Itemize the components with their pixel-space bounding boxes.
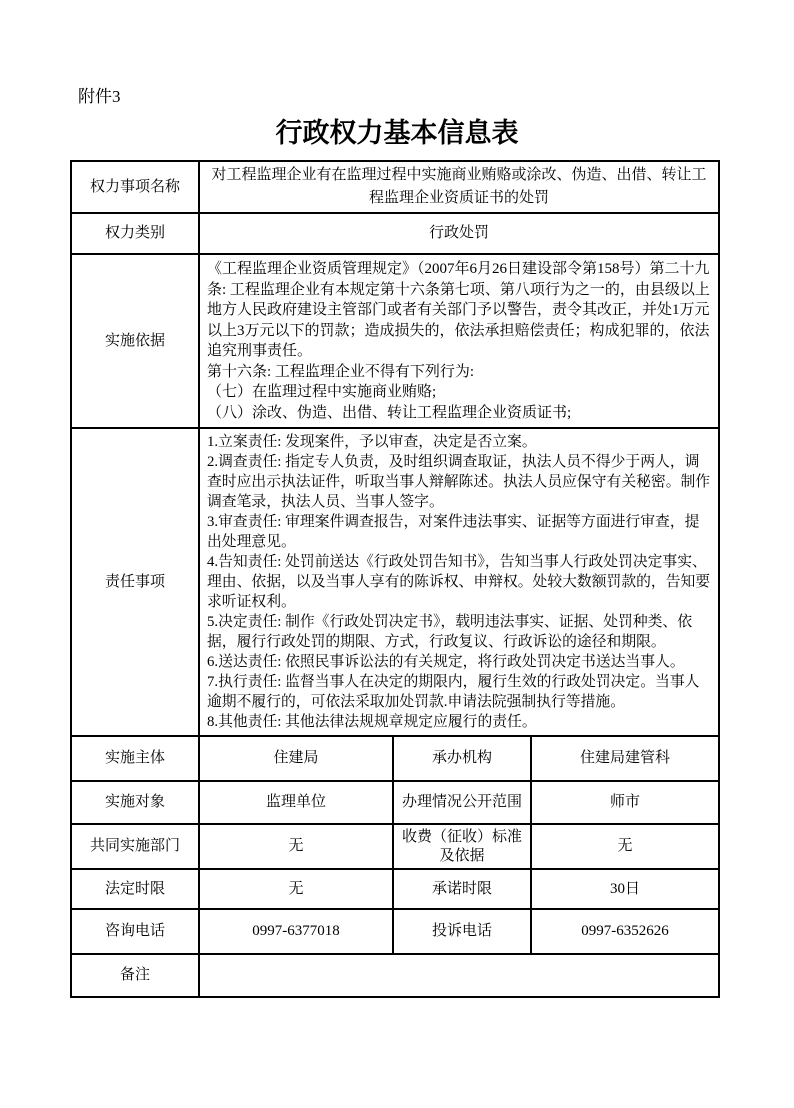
promised-time-limit-value: 30日 [531, 869, 719, 909]
item-name-label: 权力事项名称 [71, 161, 199, 213]
row-implementation-basis [71, 254, 719, 428]
implementation-basis-label: 实施依据 [71, 254, 199, 428]
responsibility-items-value [199, 428, 719, 736]
implementation-target-label: 实施对象 [71, 781, 199, 824]
row-implementation-target [71, 781, 719, 824]
disclosure-scope-label: 办理情况公开范围 [393, 781, 531, 824]
row-power-category [71, 213, 719, 254]
promised-time-limit-label: 承诺时限 [393, 869, 531, 909]
item-name-value: 对工程监理企业有在监理过程中实施商业贿赂或涂改、伪造、出借、转让工程监理企业资质证书的处罚 [199, 161, 719, 213]
duty-item: 8.其他责任: 其他法律法规规章规定应履行的责任。 [207, 714, 537, 730]
implementing-body-value: 住建局 [199, 736, 393, 781]
implementing-body-label: 实施主体 [71, 736, 199, 781]
basis-paragraph: （七）在监理过程中实施商业贿赂; [207, 384, 437, 400]
statutory-time-limit-value: 无 [199, 869, 393, 909]
consultation-phone-value: 0997-6377018 [199, 909, 393, 954]
charging-standard-value: 无 [531, 824, 719, 869]
row-implementing-body [71, 736, 719, 781]
duty-item: 7.执行责任: 监督当事人在决定的期限内，履行生效的行政处罚决定。当事人逾期不履行的，可依法采取加处罚款.申请法院强制执行等措施。 [207, 674, 700, 710]
handling-agency-label: 承办机构 [393, 736, 531, 781]
row-responsibility-items [71, 428, 719, 736]
duty-item: 3.审查责任: 审理案件调查报告，对案件违法事实、证据等方面进行审查，提出处理意见。 [207, 514, 700, 550]
complaint-phone-label: 投诉电话 [393, 909, 531, 954]
duty-item: 2.调查责任: 指定专人负责，及时组织调查取证，执法人员不得少于两人，调查时应出示执法证件，听取当事人辩解陈述。执法人员应保守有关秘密。制作调查笔录，执法人员、当事人签字。 [207, 454, 711, 510]
basis-paragraph: 第十六条: 工程监理企业不得有下列行为: [207, 363, 475, 380]
duty-item: 5.决定责任: 制作《行政处罚决定书》，载明违法事实、证据、处罚种类、依据，履行行政处罚的期限、方式，行政复议、行政诉讼的途径和期限。 [207, 614, 693, 650]
row-joint-departments [71, 824, 719, 869]
charging-standard-label: 收费（征收）标准及依据 [393, 824, 531, 869]
row-statutory-time-limit [71, 869, 719, 909]
disclosure-scope-value: 师市 [531, 781, 719, 824]
consultation-phone-label: 咨询电话 [71, 909, 199, 954]
joint-departments-value: 无 [199, 824, 393, 869]
duty-item: 6.送达责任: 依照民事诉讼法的有关规定，将行政处罚决定书送达当事人。 [207, 654, 685, 670]
row-consultation-phone [71, 909, 719, 954]
responsibility-items-label: 责任事项 [71, 428, 199, 736]
power-category-value: 行政处罚 [199, 213, 719, 254]
duty-item: 1.立案责任: 发现案件，予以审查，决定是否立案。 [207, 434, 537, 450]
row-remarks [71, 954, 719, 997]
page-title: 行政权力基本信息表 [275, 118, 519, 148]
complaint-phone-value: 0997-6352626 [531, 909, 719, 954]
remarks-value [199, 954, 719, 997]
statutory-time-limit-label: 法定时限 [71, 869, 199, 909]
basis-paragraph: （八）涂改、伪造、出借、转让工程监理企业资质证书; [207, 404, 572, 421]
attachment-label: 附件3 [78, 87, 121, 106]
row-item-name [71, 161, 719, 213]
power-category-label: 权力类别 [71, 213, 199, 254]
implementation-target-value: 监理单位 [199, 781, 393, 824]
basis-paragraph: 《工程监理企业资质管理规定》（2007年6月26日建设部令第158号）第二十九条: 工程监理企业有本规定第十六条第七项、第八项行为之一的，由县级以上地方人民政府建设主管部门或者有关部门予以警告，责令其改正，并处1万元以上3万元以下的罚款；造成损失的，依法承担赔偿责任；构成犯罪的，依法追究刑事责任。 [207, 261, 710, 359]
duty-item: 4.告知责任: 处罚前送达《行政处罚告知书》，告知当事人行政处罚决定事实、理由、依据，以及当事人享有的陈诉权、申辩权。处较大数额罚款的，告知要求听证权利。 [207, 554, 711, 610]
remarks-label: 备注 [71, 954, 199, 997]
handling-agency-value: 住建局建管科 [531, 736, 719, 781]
info-table [70, 160, 720, 998]
implementation-basis-value [199, 254, 719, 428]
joint-departments-label: 共同实施部门 [71, 824, 199, 869]
